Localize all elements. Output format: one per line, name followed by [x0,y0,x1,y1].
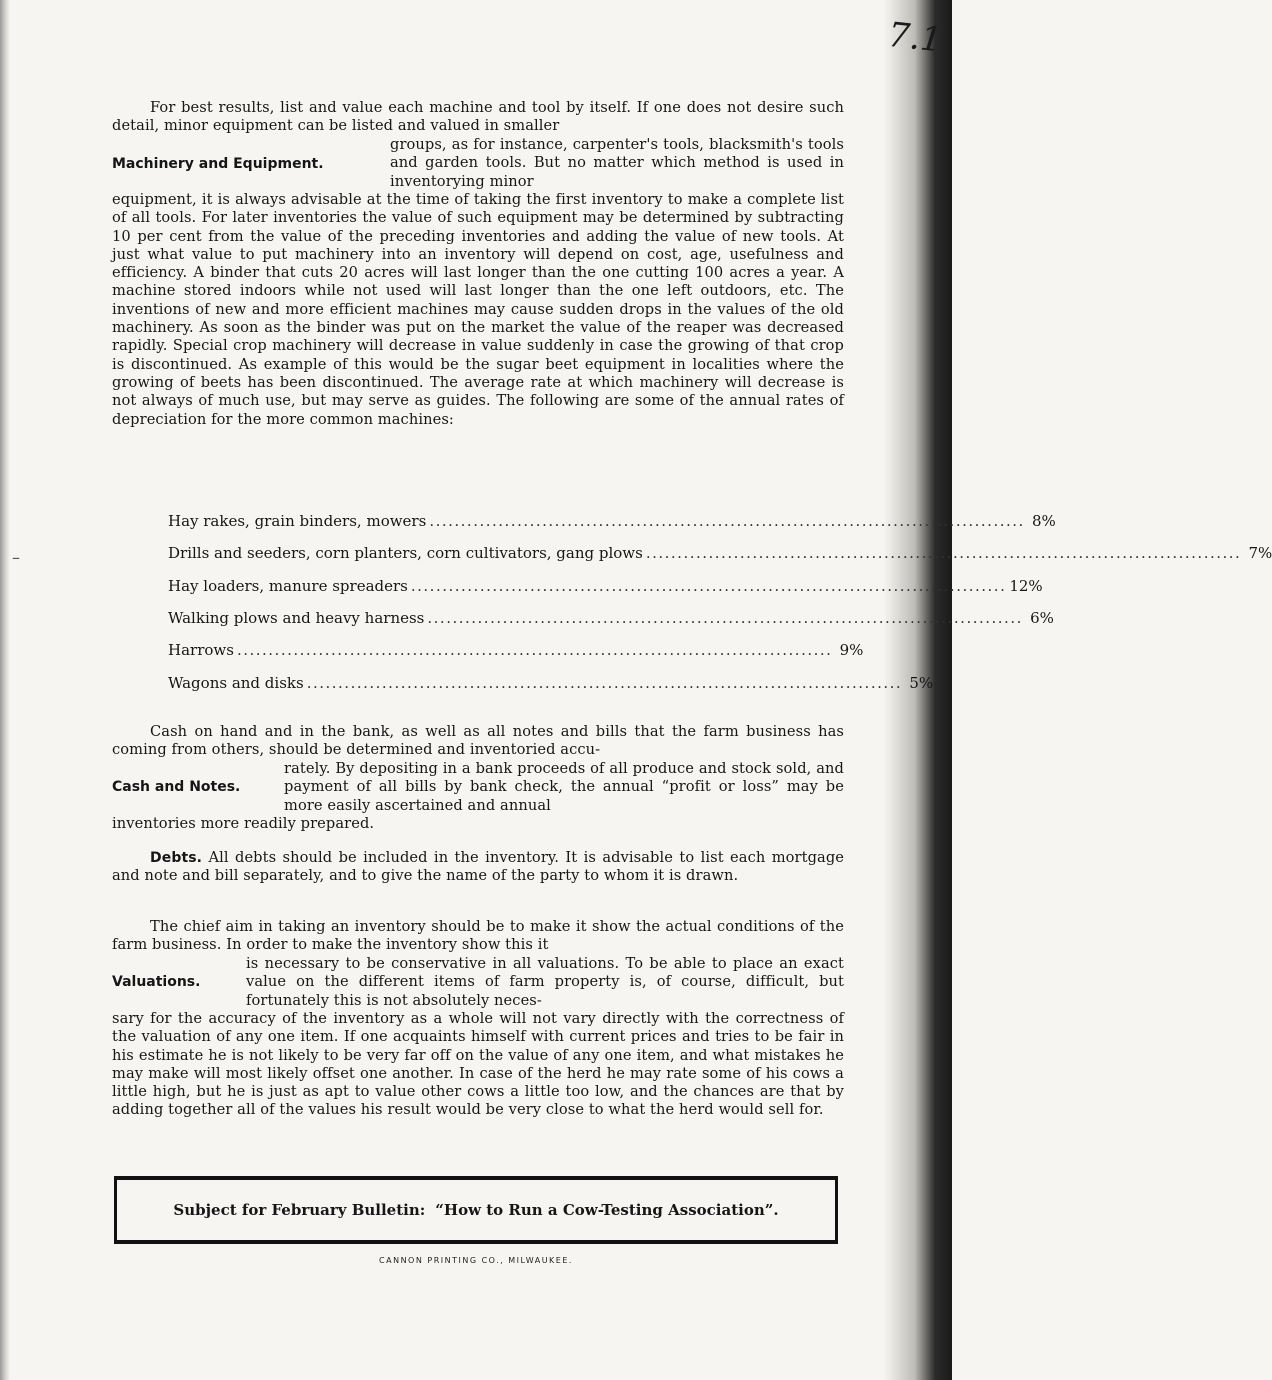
table-rate: 6% [1030,609,1054,627]
cash-heading: Cash and Notes. [112,779,241,795]
table-rate: 8% [1031,512,1056,530]
dot-leader: ............................................................................................... [410,577,1007,595]
table-row [168,641,864,663]
bulletin-label: Subject for February Bulletin: [173,1201,426,1219]
cash-closing: inventories more readily prepared. [112,815,375,832]
printer-imprint: CANNON PRINTING CO., MILWAUKEE. [379,1256,573,1265]
margin-mark: – [12,548,20,567]
cash-intro: Cash on hand and in the bank, as well as all notes and bills that the farm business has coming from others, should be determined and inventoried accu- [112,723,844,759]
table-rate: 5% [909,674,934,692]
bulletin-box [114,1176,838,1244]
table-row [168,512,1056,534]
debts-text: All debts should be included in the inventory. It is advisable to list each mortgage and note and bill separately, and to give the name of the party to whom it is drawn. [112,849,844,885]
dot-leader: ............................................................................................... [645,544,1242,562]
table-item: Hay loaders, manure spreaders [168,577,408,595]
machinery-body: equipment, it is always advisable at the time of taking the first inventory to make a complete list of all tools. For later inventories the value of such equipment may be determined by subtracting 10 per cent from the value of the preceding inventories and adding the value of new tools. At just what value to put machinery into an inventory will depend on cost, age, usefulness and efficiency. A binder that cuts 20 acres will last longer than the one cutting 100 acres a year. A machine stored indoors while not used will last longer than the one left outdoors, etc. The inventions of new and more efficient machines may cause sudden drops in the values of the old machinery. As soon as the binder was put on the market the value of the reaper was decreased rapidly. Special crop machinery will decrease in value suddenly in case the growing of that crop is discontinued. As example of this would be the sugar beet equipment in localities where the growing of beets has been discontinued. The average rate at which machinery will decrease is not always of much use, but may serve as guides. The following are some of the annual rates of depreciation for the more common machines: [112,191,844,428]
machinery-hanging-text: groups, as for instance, carpenter's tools, blacksmith's tools and garden tools. But no matter which method is used in inventorying minor [390,136,844,190]
debts-paragraph [112,849,844,886]
table-item: Harrows [168,641,234,659]
machinery-intro: For best results, list and value each machine and tool by itself. If one does not desire such detail, minor equipment can be listed and valued in smaller [112,99,844,135]
valuations-hanging-text: is necessary to be conservative in all valuations. To be able to place an exact value on the different items of farm property is, of course, difficult, but fortunately this is not absolutely neces- [246,955,844,1009]
bulletin-title: “How to Run a Cow-Testing Association”. [435,1201,779,1219]
dot-leader: ............................................................................................... [427,609,1023,627]
table-row [168,609,1054,631]
table-row [168,544,1272,566]
table-item: Wagons and disks [168,674,304,692]
machinery-heading: Machinery and Equipment. [112,156,324,172]
table-row [168,674,934,696]
scan-left-edge [0,0,10,1380]
table-item: Drills and seeders, corn planters, corn cultivators, gang plows [168,544,643,562]
dot-leader: ............................................................................................... [306,674,903,692]
page-number: 7.1 [886,14,945,61]
valuations-heading: Valuations. [112,974,201,990]
table-rate: 12% [1009,577,1043,595]
debts-heading: Debts. [150,850,203,866]
table-rate: 7% [1248,544,1272,562]
table-rate: 9% [839,641,864,659]
dot-leader: ............................................................................................... [429,512,1025,530]
table-item: Hay rakes, grain binders, mowers [168,512,427,530]
valuations-body: sary for the accuracy of the inventory as a whole will not vary directly with the correctness of the valuation of any one item. If one acquaints himself with current prices and tries to be fair in his estimate he is not likely to be very far off on the value of any one item, and what mistakes he may make will most likely offset one another. In case of the herd he may rate some of his cows a little high, but he is just as apt to value other cows a little too low, and the chances are that by adding together all of the values his result would be very close to what the herd would sell for. [112,1010,844,1119]
cash-hanging-text: rately. By depositing in a bank proceeds of all produce and stock sold, and payment of all bills by bank check, the annual “profit or loss” may be more easily ascertained and annual [284,760,844,814]
dot-leader: ............................................................................................... [236,641,833,659]
table-item: Walking plows and heavy harness [168,609,425,627]
table-row [168,577,1043,599]
valuations-intro: The chief aim in taking an inventory should be to make it show the actual conditions of the farm business. In order to make the inventory show this it [112,918,844,954]
